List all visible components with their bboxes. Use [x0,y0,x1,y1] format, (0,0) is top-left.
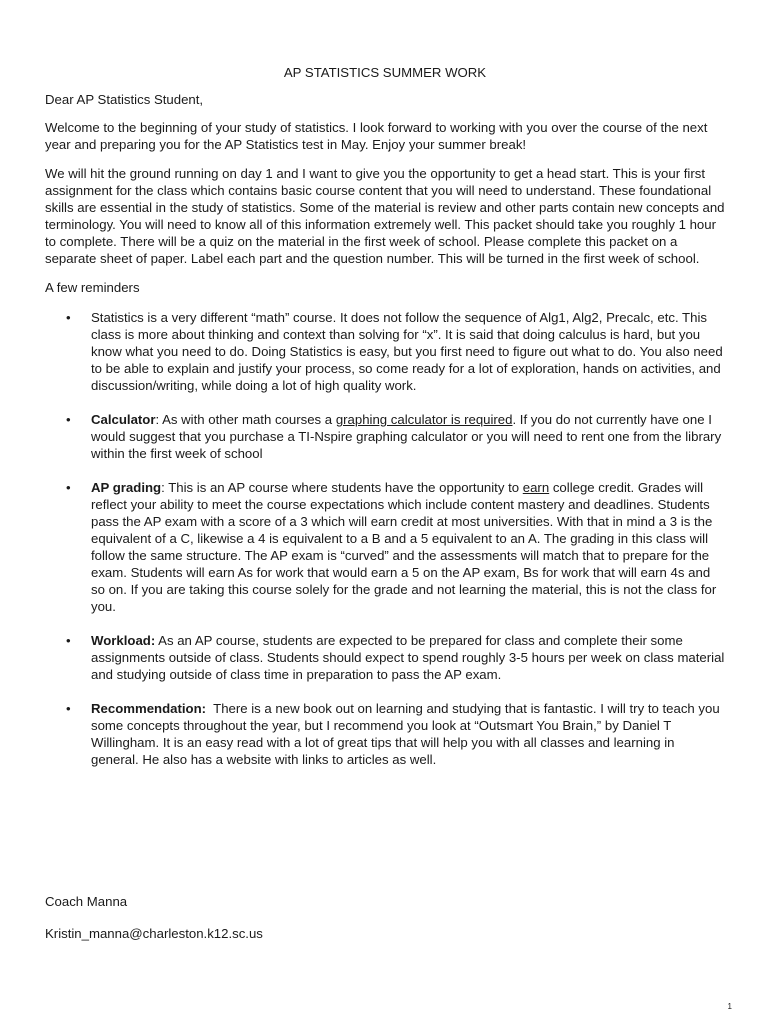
page-title: AP STATISTICS SUMMER WORK [283,65,487,80]
grading-label: AP grading [91,480,162,495]
workload-text: As an AP course, students are expected to be prepared for class and complete their some assignments outside of class. Students should expect to spend roughly 3-5 hours per week on class material and studying outside of class time in preparation to pass the AP exam. [91,633,729,682]
greeting: Dear AP Statistics Student, [45,92,204,107]
workload-label: Workload: [91,633,156,648]
calculator-text-before: : As with other math courses a [155,412,336,427]
bullet-icon: • [66,633,71,648]
reminders-heading: A few reminders [45,280,140,295]
list-item-grading [45,479,725,615]
grading-text-before: : This is an AP course where students have the opportunity to [161,480,523,495]
list-item-recommendation [45,700,725,768]
bullet-icon: • [66,412,71,427]
calculator-label: Calculator [91,412,156,427]
list-item-calculator [45,411,725,462]
bullet-icon: • [66,701,71,716]
signature-email: Kristin_manna@charleston.k12.sc.us [45,926,263,941]
grading-text-after: college credit. Grades will reflect your ability to meet the course expectations which include content mastery and deadlines. Students pass the AP exam with a score of a 3 which will earn credit at most universities. With that in mind a 3 is the equivalent of a C, likewise a 4 is equivalent to a B and a 5 equivalent to an A. The grading in this class will follow the same structure. The AP exam is “curved” and the assessments will match that to prepare for the exam. Students will earn As for work that would earn a 5 on the AP exam, Bs for work that will earn 4s and so on. If you are taking this course solely for the grade and not learning the material, this is not the class for you. [91,480,717,614]
welcome-paragraph: Welcome to the beginning of your study of statistics. I look forward to working with you over the course of the next year and preparing you for the AP Statistics test in May. Enjoy your summer break! [45,120,708,152]
list-item-workload [45,632,729,683]
reminder-math-text: Statistics is a very different “math” course. It does not follow the sequence of Alg1, Alg2, Precalc, etc. This class is more about thinking and context than solving for “x”. It is said that doing calculus is hard, but you know what you need to do. Doing Statistics is easy, but you first need to figure out what to do. You also need to be able to explain and justify your process, so come ready for a lot of exploration, hands on activities, and discussion/writing, while doing a lot of high quality work. [91,310,723,393]
signature-name: Coach Manna [45,894,128,909]
bullet-icon: • [66,480,71,495]
list-item-math [45,309,725,394]
intro-paragraph: We will hit the ground running on day 1 and I want to give you the opportunity to get a head start. This is your first assignment for the class which contains basic course content that you will need to understand. These foundational skills are essential in the study of statistics. Some of the material is review and other parts contain new concepts and terminology. You will need to know all of this information extremely well. This packet should take you roughly 1 hour to complete. There will be a quiz on the material in the first week of school. Please complete this packet on a separate sheet of paper. Label each part and the question number. This will be turned in the first week of school. [45,166,725,266]
recommendation-text: There is a new book out on learning and studying that is fantastic. I will try to teach you some concepts throughout the year, but I recommend you look at “Outsmart You Brain,” by Daniel T Willingham. It is an easy read with a lot of great tips that will help you with all classes and learning in general. He also has a website with links to articles as well. [91,701,724,767]
page-number: 1 [727,1002,732,1011]
bullet-icon: • [66,310,71,325]
reminders-list [45,309,729,768]
recommendation-label: Recommendation: [91,701,207,716]
calculator-required-underlined: graphing calculator is required [335,412,513,427]
grading-earn-underlined: earn [522,480,550,495]
calculator-text-after: . If you do not currently have one I would suggest that you purchase a TI-Nspire graphing calculator or you will need to rent one from the library within the first week of school [91,412,722,461]
letter-body [45,64,729,785]
